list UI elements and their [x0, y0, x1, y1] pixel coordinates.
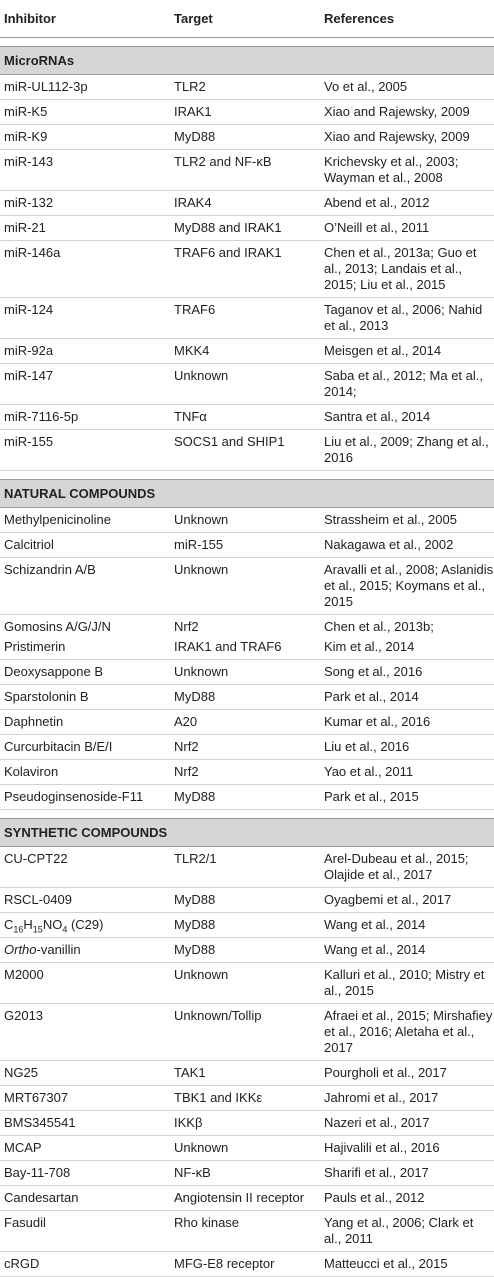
table-row — [0, 533, 494, 558]
formula-part: 4 — [62, 924, 68, 935]
header-references: References — [320, 0, 494, 38]
target-cell: IRAK4 — [170, 191, 320, 216]
references-cell: Liu et al., 2009; Zhang et al., 2016 — [320, 430, 494, 471]
inhibitor-cell: miR-UL112-3p — [0, 75, 170, 100]
table-row — [0, 888, 494, 913]
inhibitor-cell: Fasudil — [0, 1211, 170, 1252]
references-cell: Arel-Dubeau et al., 2015; Olajide et al., 2017 — [320, 847, 494, 888]
target-cell: Unknown/Tollip — [170, 1004, 320, 1061]
formula-part: C — [4, 917, 14, 932]
references-cell: Kim et al., 2014 — [320, 635, 494, 660]
target-cell: TLR2 — [170, 75, 320, 100]
table-row — [0, 685, 494, 710]
target-cell: TNFα — [170, 405, 320, 430]
target-cell: MKK4 — [170, 339, 320, 364]
references-cell: Santra et al., 2014 — [320, 405, 494, 430]
references-cell: Sharifi et al., 2017 — [320, 1161, 494, 1186]
target-cell: MyD88 — [170, 888, 320, 913]
references-cell: Aravalli et al., 2008; Aslanidis et al., 2015; Koymans et al., 2015 — [320, 558, 494, 615]
section-title: SYNTHETIC COMPOUNDS — [0, 819, 494, 847]
inhibitor-cell — [0, 938, 170, 963]
table-row — [0, 364, 494, 405]
formula-part: 15 — [32, 924, 43, 935]
target-cell: Nrf2 — [174, 619, 199, 634]
inhibitor-cell: Kolaviron — [0, 760, 170, 785]
target-cell: MyD88 — [170, 938, 320, 963]
target-cell: Unknown — [170, 558, 320, 615]
inhibitor-cell: Candesartan — [0, 1186, 170, 1211]
references-cell: Pourgholi et al., 2017 — [320, 1061, 494, 1086]
references-cell: Xiao and Rajewsky, 2009 — [320, 125, 494, 150]
table-row — [0, 508, 494, 533]
target-cell: MyD88 — [170, 785, 320, 810]
target-cell: Rho kinase — [170, 1211, 320, 1252]
inhibitor-cell: miR-92a — [0, 339, 170, 364]
references-cell: Saba et al., 2012; Ma et al., 2014; — [320, 364, 494, 405]
target-cell: TLR2/1 — [170, 847, 320, 888]
formula-part: NO — [42, 917, 63, 932]
references-cell: Park et al., 2015 — [320, 785, 494, 810]
target-cell: MyD88 — [170, 913, 320, 938]
references-cell: Nakagawa et al., 2002 — [320, 533, 494, 558]
table-row — [0, 339, 494, 364]
inhibitor-cell: miR-124 — [0, 298, 170, 339]
section-title: MicroRNAs — [0, 47, 494, 75]
inhibitor-cell: Bay-11-708 — [0, 1161, 170, 1186]
references-cell: Nazeri et al., 2017 — [320, 1111, 494, 1136]
references-cell: Hajivalili et al., 2016 — [320, 1136, 494, 1161]
target-cell: TBK1 and IKKε — [170, 1086, 320, 1111]
formula-part: (C29) — [67, 917, 104, 932]
inhibitor-cell: Deoxysappone B — [0, 660, 170, 685]
references-cell: Chen et al., 2013b; — [324, 619, 434, 634]
table-row — [0, 150, 494, 191]
table-row — [0, 963, 494, 1004]
table-row — [0, 710, 494, 735]
target-cell: TAK1 — [170, 1061, 320, 1086]
formula-part: H — [23, 917, 33, 932]
references-cell: Vo et al., 2005 — [320, 75, 494, 100]
table-row — [0, 847, 494, 888]
inhibitor-cell — [0, 913, 170, 938]
target-cell: Nrf2 — [170, 760, 320, 785]
references-cell: Yao et al., 2011 — [320, 760, 494, 785]
references-cell: Matteucci et al., 2015 — [320, 1252, 494, 1277]
inhibitor-cell: miR-132 — [0, 191, 170, 216]
target-cell: MFG-E8 receptor — [170, 1252, 320, 1277]
header-inhibitor: Inhibitor — [0, 0, 170, 38]
target-cell: Unknown — [170, 508, 320, 533]
references-cell: Pauls et al., 2012 — [320, 1186, 494, 1211]
section-spacer — [0, 38, 494, 47]
target-cell: MyD88 and IRAK1 — [170, 216, 320, 241]
target-cell: TRAF6 — [170, 298, 320, 339]
target-cell: IKKβ — [170, 1111, 320, 1136]
references-cell: Wang et al., 2014 — [320, 913, 494, 938]
table-row — [0, 938, 494, 963]
references-cell: Liu et al., 2016 — [320, 735, 494, 760]
table-row — [0, 241, 494, 298]
inhibitor-cell: Calcitriol — [0, 533, 170, 558]
references-cell: Krichevsky et al., 2003; Wayman et al., 2008 — [320, 150, 494, 191]
references-cell: Afraei et al., 2015; Mirshafiey et al., 2016; Aletaha et al., 2017 — [320, 1004, 494, 1061]
target-cell: IRAK1 — [170, 100, 320, 125]
target-cell: NF-κB — [170, 1161, 320, 1186]
references-cell: Oyagbemi et al., 2017 — [320, 888, 494, 913]
table-row — [0, 1004, 494, 1061]
inhibitor-cell: RSCL-0409 — [0, 888, 170, 913]
target-cell: A20 — [170, 710, 320, 735]
table-header-row — [0, 0, 494, 38]
inhibitor-cell: Daphnetin — [0, 710, 170, 735]
section-spacer — [0, 471, 494, 480]
section-spacer — [0, 810, 494, 819]
inhibitor-cell: Pseudoginsenoside-F11 — [0, 785, 170, 810]
section-header-row — [0, 819, 494, 847]
header-target: Target — [170, 0, 320, 38]
references-cell: O’Neill et al., 2011 — [320, 216, 494, 241]
references-cell: Wang et al., 2014 — [320, 938, 494, 963]
table-row — [0, 660, 494, 685]
inhibitor-cell: miR-143 — [0, 150, 170, 191]
target-cell: TLR2 and NF-κB — [170, 150, 320, 191]
table-row — [0, 191, 494, 216]
spacer-cell — [0, 38, 494, 47]
inhibitor-cell: miR-147 — [0, 364, 170, 405]
spacer-cell — [0, 810, 494, 819]
table-row — [0, 1111, 494, 1136]
inhibitor-italic: Ortho — [4, 942, 37, 957]
references-cell: Jahromi et al., 2017 — [320, 1086, 494, 1111]
table-row — [0, 1252, 494, 1277]
target-cell: Nrf2 — [170, 735, 320, 760]
inhibitor-cell: G2013 — [0, 1004, 170, 1061]
table-row — [0, 216, 494, 241]
inhibitor-cell: NG25 — [0, 1061, 170, 1086]
inhibitor-cell: M2000 — [0, 963, 170, 1004]
table-row — [0, 100, 494, 125]
table-row — [0, 75, 494, 100]
references-cell: Chen et al., 2013a; Guo et al., 2013; Landais et al., 2015; Liu et al., 2015 — [320, 241, 494, 298]
table-row — [0, 735, 494, 760]
table-row — [0, 1211, 494, 1252]
inhibitor-cell: miR-K9 — [0, 125, 170, 150]
table-body — [0, 38, 494, 1277]
references-cell: Xiao and Rajewsky, 2009 — [320, 100, 494, 125]
table-row — [0, 785, 494, 810]
table-row — [0, 760, 494, 785]
inhibitor-cell: miR-21 — [0, 216, 170, 241]
target-cell: miR-155 — [170, 533, 320, 558]
inhibitor-cell: Sparstolonin B — [0, 685, 170, 710]
inhibitor-cell: Curcurbitacin B/E/I — [0, 735, 170, 760]
table-row — [0, 558, 494, 615]
table-row — [0, 1136, 494, 1161]
inhibitor-cell: Methylpenicinoline — [0, 508, 170, 533]
target-cell: MyD88 — [170, 125, 320, 150]
target-cell: Angiotensin II receptor — [170, 1186, 320, 1211]
table-row — [0, 405, 494, 430]
section-header-row — [0, 47, 494, 75]
inhibitor-cell: miR-K5 — [0, 100, 170, 125]
table-row — [0, 298, 494, 339]
section-title: NATURAL COMPOUNDS — [0, 480, 494, 508]
references-cell: Abend et al., 2012 — [320, 191, 494, 216]
target-cell: SOCS1 and SHIP1 — [170, 430, 320, 471]
table-row — [0, 913, 494, 938]
inhibitor-cell: cRGD — [0, 1252, 170, 1277]
target-cell: TRAF6 and IRAK1 — [170, 241, 320, 298]
table-row — [0, 125, 494, 150]
inhibitor-cell: MCAP — [0, 1136, 170, 1161]
inhibitor-rest: -vanillin — [36, 942, 81, 957]
inhibitor-cell: BMS345541 — [0, 1111, 170, 1136]
inhibitor-cell: miR-155 — [0, 430, 170, 471]
target-cell: IRAK1 and TRAF6 — [170, 635, 320, 660]
inhibitor-cell: Gomosins A/G/J/N — [4, 619, 111, 634]
references-cell: Song et al., 2016 — [320, 660, 494, 685]
table-row — [0, 1061, 494, 1086]
inhibitor-cell: miR-146a — [0, 241, 170, 298]
target-cell: Unknown — [170, 1136, 320, 1161]
inhibitor-cell: miR-7116-5p — [0, 405, 170, 430]
target-cell: Unknown — [170, 963, 320, 1004]
references-cell: Strassheim et al., 2005 — [320, 508, 494, 533]
table-row — [0, 615, 494, 636]
references-cell: Kalluri et al., 2010; Mistry et al., 2015 — [320, 963, 494, 1004]
table-row — [0, 1186, 494, 1211]
references-cell: Park et al., 2014 — [320, 685, 494, 710]
inhibitor-cell: MRT67307 — [0, 1086, 170, 1111]
target-cell: MyD88 — [170, 685, 320, 710]
target-cell: Unknown — [170, 364, 320, 405]
inhibitor-cell: CU-CPT22 — [0, 847, 170, 888]
table-row — [0, 430, 494, 471]
inhibitor-cell: Pristimerin — [0, 635, 170, 660]
spacer-cell — [0, 471, 494, 480]
table-row — [0, 1086, 494, 1111]
target-cell: Unknown — [170, 660, 320, 685]
table-row — [0, 1161, 494, 1186]
section-header-row — [0, 480, 494, 508]
references-cell: Taganov et al., 2006; Nahid et al., 2013 — [320, 298, 494, 339]
formula-part: 16 — [13, 924, 24, 935]
references-cell: Kumar et al., 2016 — [320, 710, 494, 735]
references-cell: Yang et al., 2006; Clark et al., 2011 — [320, 1211, 494, 1252]
references-cell: Meisgen et al., 2014 — [320, 339, 494, 364]
inhibitor-cell: Schizandrin A/B — [0, 558, 170, 615]
table-row — [0, 635, 494, 660]
